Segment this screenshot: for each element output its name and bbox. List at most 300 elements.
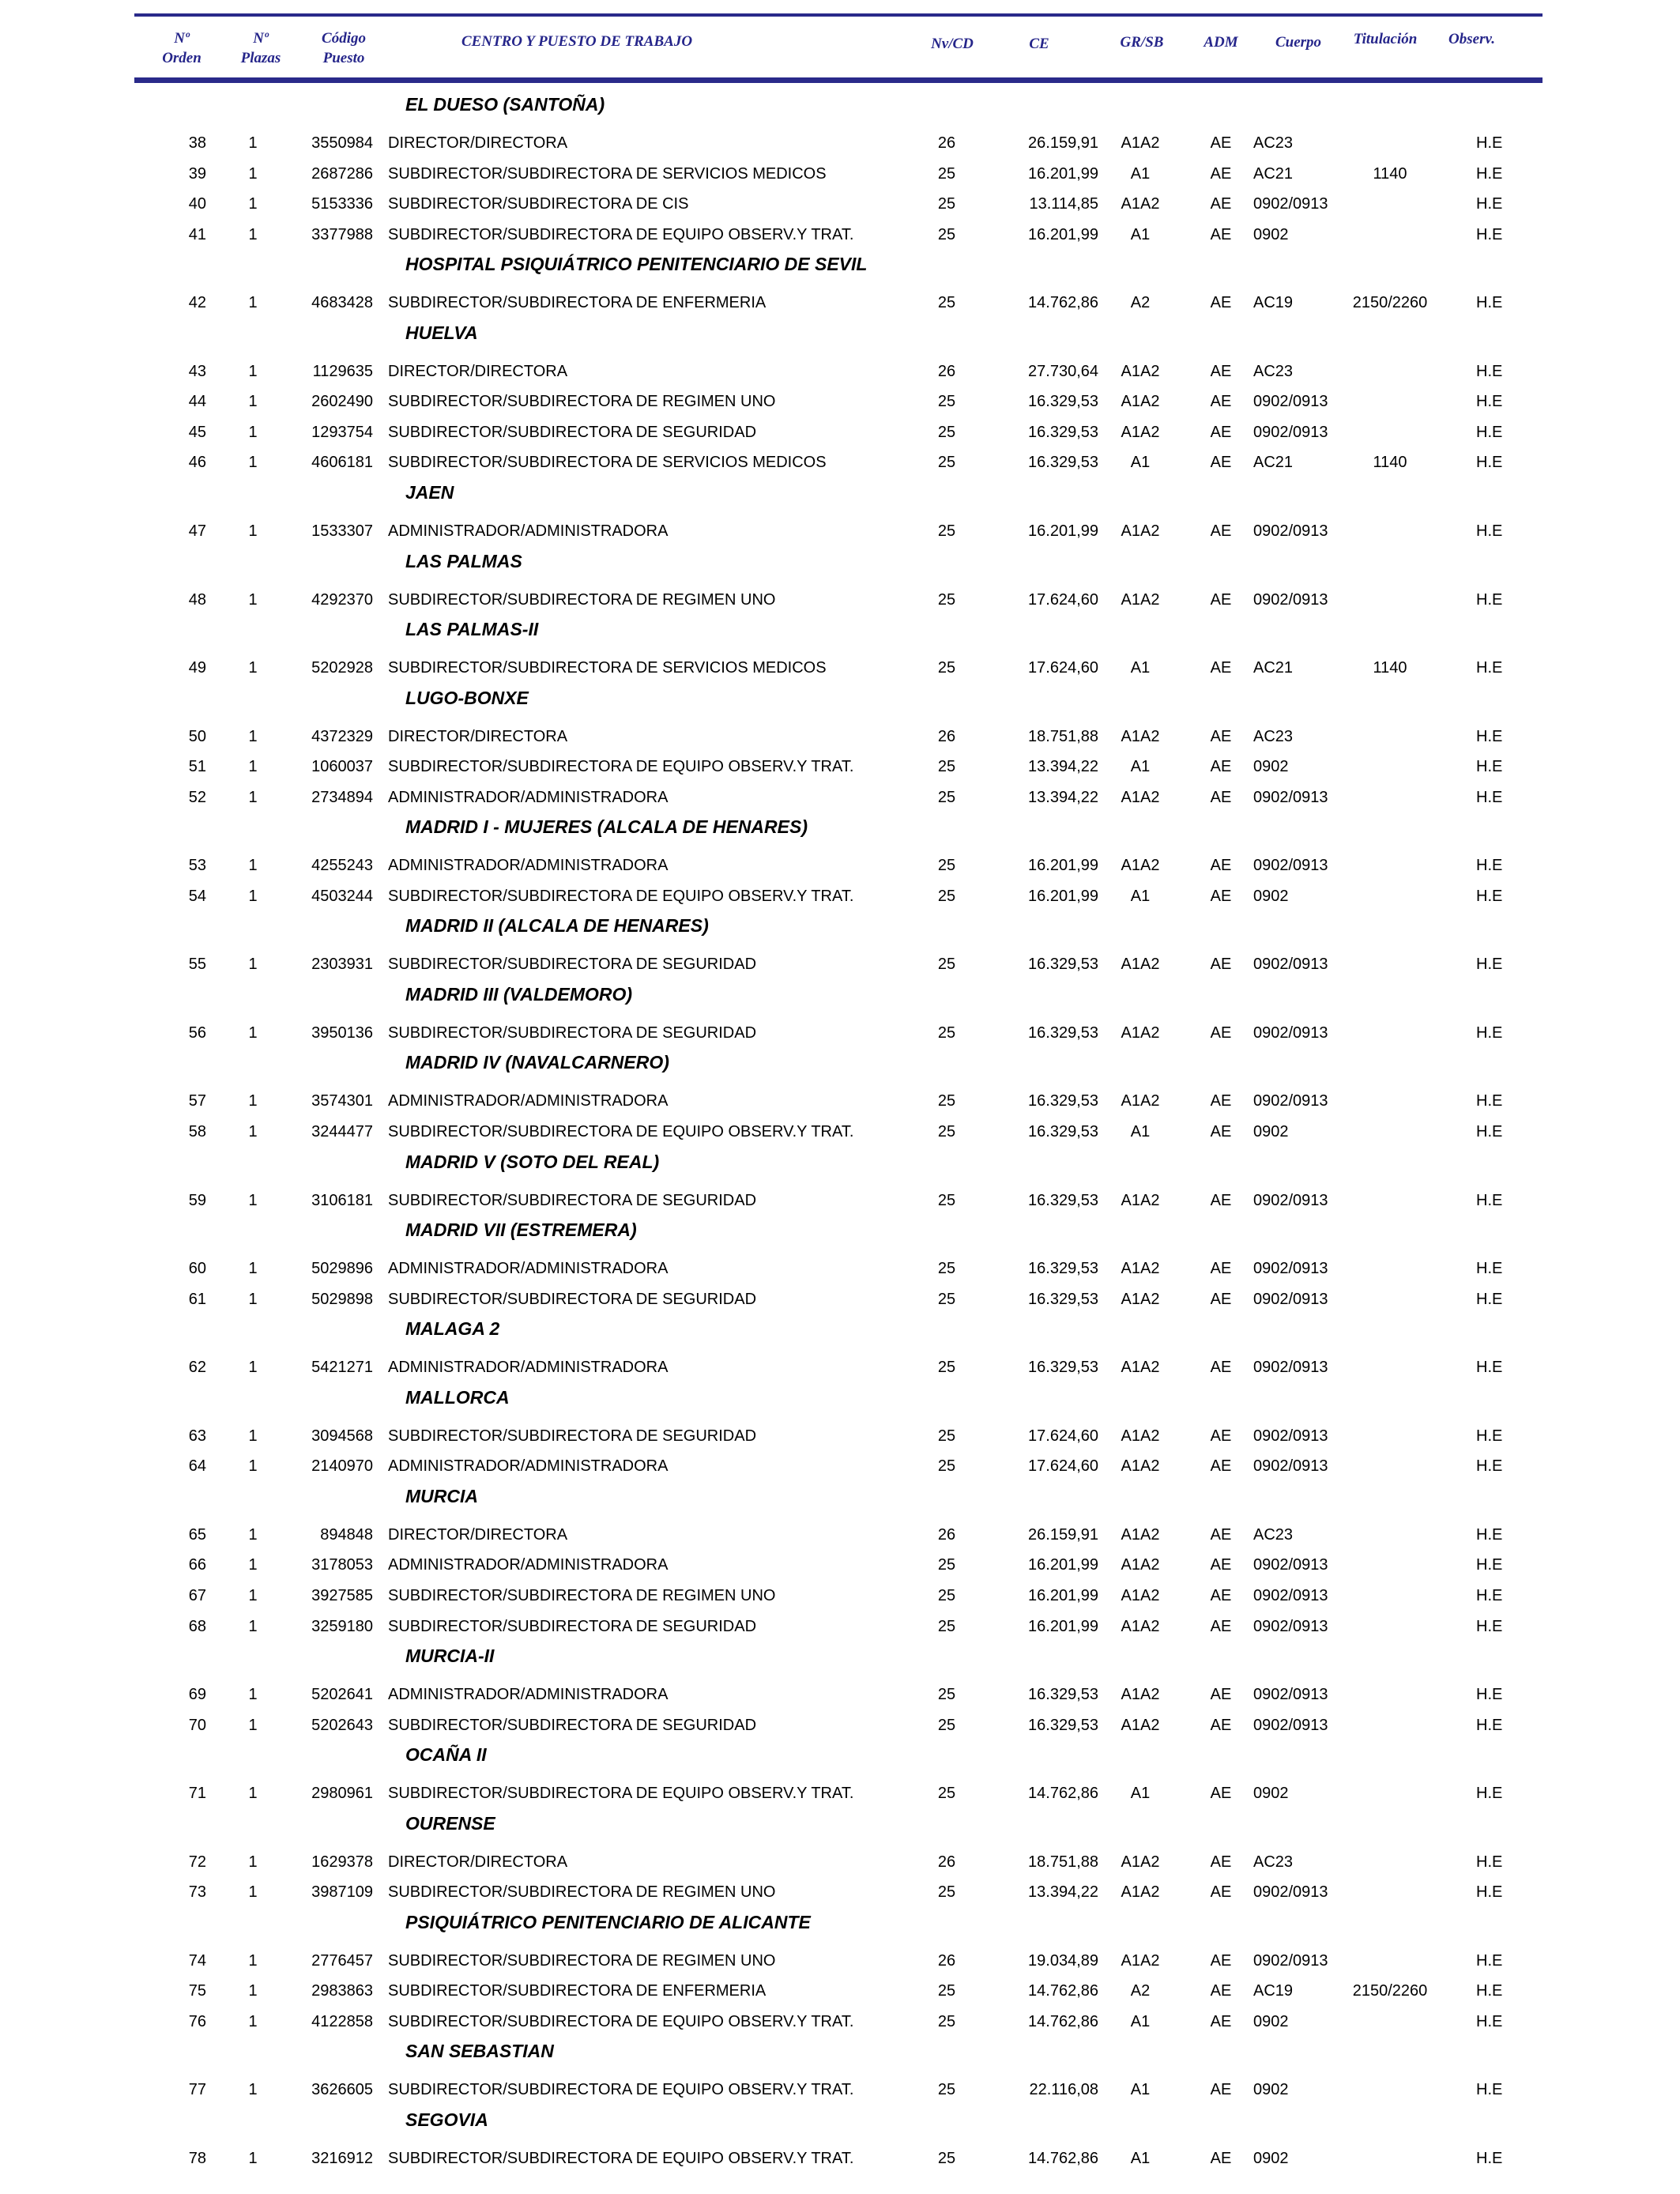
cell-nivel: 25: [937, 956, 956, 974]
cell-ce: 16.329,53: [1028, 1191, 1098, 1209]
cell-cuerpo: 0902/0913: [1253, 857, 1328, 875]
cell-grsb: A1A2: [1121, 1617, 1160, 1635]
cell-cuerpo: 0902/0913: [1253, 1092, 1328, 1110]
cell-observ: H.E: [1476, 1092, 1503, 1110]
cell-adm: AE: [1210, 1982, 1232, 2000]
cell-plazas: 1: [248, 1290, 258, 1308]
cell-grsb: A1A2: [1121, 956, 1160, 974]
cell-nivel: 25: [937, 1686, 956, 1704]
cell-cuerpo: 0902/0913: [1253, 195, 1328, 213]
cell-observ: H.E: [1476, 590, 1503, 609]
cell-nivel: 25: [937, 1617, 956, 1635]
cell-codigo: 3377988: [311, 225, 373, 243]
cell-adm: AE: [1210, 1457, 1232, 1476]
cell-plazas: 1: [248, 1716, 258, 1734]
cell-adm: AE: [1210, 1586, 1232, 1604]
cell-puesto: SUBDIRECTOR/SUBDIRECTORA DE EQUIPO OBSERV.Y TRAT.: [388, 1785, 854, 1803]
cell-titulacion: 1140: [1373, 659, 1407, 677]
cell-observ: H.E: [1476, 1525, 1503, 1544]
cell-orden: 58: [188, 1123, 206, 1140]
cell-nivel: 25: [937, 1092, 956, 1110]
cell-orden: 57: [188, 1092, 206, 1110]
cell-nivel: 25: [937, 857, 956, 875]
cell-adm: AE: [1210, 1290, 1232, 1308]
cell-plazas: 1: [248, 1785, 258, 1803]
cell-cuerpo: 0902/0913: [1253, 1260, 1328, 1278]
cell-nivel: 26: [937, 134, 956, 152]
cell-plazas: 1: [248, 522, 258, 540]
cell-puesto: SUBDIRECTOR/SUBDIRECTORA DE SEGURIDAD: [388, 1427, 757, 1445]
col-header-orden-line1: Nº: [174, 30, 190, 47]
cell-titulacion: 2150/2260: [1352, 294, 1428, 312]
cell-puesto: SUBDIRECTOR/SUBDIRECTORA DE SEGURIDAD: [388, 423, 757, 441]
cell-cuerpo: 0902/0913: [1253, 522, 1328, 540]
cell-puesto: ADMINISTRADOR/ADMINISTRADORA: [388, 1359, 669, 1377]
cell-codigo: 4292370: [311, 590, 373, 609]
cell-orden: 43: [188, 362, 206, 380]
cell-codigo: 3927585: [311, 1586, 373, 1604]
cell-grsb: A1: [1130, 758, 1151, 776]
cell-adm: AE: [1210, 195, 1232, 213]
cell-orden: 48: [188, 590, 206, 609]
cell-observ: H.E: [1476, 758, 1503, 776]
cell-cuerpo: AC23: [1253, 134, 1294, 152]
cell-observ: H.E: [1476, 1359, 1503, 1377]
cell-observ: H.E: [1476, 362, 1503, 380]
cell-orden: 62: [188, 1359, 206, 1377]
cell-adm: AE: [1210, 727, 1232, 745]
cell-plazas: 1: [248, 1951, 258, 1970]
cell-adm: AE: [1210, 423, 1232, 441]
cell-puesto: DIRECTOR/DIRECTORA: [388, 727, 568, 745]
cell-grsb: A1A2: [1121, 788, 1160, 806]
cell-titulacion: 2150/2260: [1352, 1982, 1428, 2000]
cell-ce: 16.201,99: [1028, 164, 1098, 183]
cell-nivel: 25: [937, 1982, 956, 2000]
cell-orden: 44: [188, 393, 206, 411]
cell-adm: AE: [1210, 225, 1232, 243]
cell-nivel: 25: [937, 423, 956, 441]
cell-orden: 60: [188, 1260, 206, 1278]
cell-observ: H.E: [1476, 2012, 1503, 2030]
cell-plazas: 1: [248, 1427, 258, 1445]
cell-cuerpo: 0902: [1253, 2150, 1289, 2167]
cell-orden: 53: [188, 857, 206, 875]
cell-observ: H.E: [1476, 134, 1503, 152]
cell-adm: AE: [1210, 362, 1232, 380]
cell-ce: 13.114,85: [1029, 195, 1098, 213]
cell-plazas: 1: [248, 857, 258, 875]
cell-plazas: 1: [248, 1359, 258, 1377]
cell-grsb: A1A2: [1121, 1290, 1160, 1308]
cell-observ: H.E: [1476, 1556, 1503, 1574]
cell-adm: AE: [1210, 1191, 1232, 1209]
cell-ce: 16.201,99: [1028, 1586, 1098, 1604]
col-header-ce: CE: [1029, 36, 1049, 52]
cell-grsb: A1A2: [1121, 134, 1160, 152]
cell-puesto: DIRECTOR/DIRECTORA: [388, 362, 568, 380]
cell-cuerpo: 0902/0913: [1253, 1023, 1328, 1042]
cell-plazas: 1: [248, 659, 258, 677]
cell-plazas: 1: [248, 1617, 258, 1635]
cell-orden: 65: [188, 1525, 206, 1544]
cell-grsb: A1: [1130, 659, 1151, 677]
cell-ce: 26.159,91: [1028, 1525, 1098, 1544]
cell-grsb: A1: [1130, 1123, 1151, 1140]
cell-orden: 61: [188, 1290, 206, 1308]
cell-adm: AE: [1210, 1686, 1232, 1704]
cell-observ: H.E: [1476, 393, 1503, 411]
cell-orden: 55: [188, 956, 206, 974]
cell-ce: 14.762,86: [1028, 2012, 1098, 2030]
cell-codigo: 2734894: [311, 788, 373, 806]
cell-adm: AE: [1210, 1883, 1232, 1902]
cell-nivel: 25: [937, 1457, 956, 1476]
cell-orden: 67: [188, 1586, 206, 1604]
cell-codigo: 5202928: [311, 659, 373, 677]
col-header-cuerpo: Cuerpo: [1275, 34, 1322, 51]
cell-grsb: A1: [1130, 2150, 1151, 2167]
cell-adm: AE: [1210, 164, 1232, 183]
cell-observ: H.E: [1476, 659, 1503, 677]
cell-nivel: 26: [937, 1853, 956, 1871]
cell-cuerpo: 0902/0913: [1253, 1359, 1328, 1377]
cell-adm: AE: [1210, 956, 1232, 974]
cell-puesto: SUBDIRECTOR/SUBDIRECTORA DE REGIMEN UNO: [388, 1883, 776, 1902]
cell-grsb: A1A2: [1121, 423, 1160, 441]
cell-plazas: 1: [248, 590, 258, 609]
cell-orden: 51: [188, 758, 206, 776]
col-header-codigo-line2: Puesto: [322, 50, 365, 66]
cell-cuerpo: AC21: [1253, 164, 1294, 183]
cell-ce: 16.201,99: [1028, 887, 1098, 905]
cell-orden: 78: [188, 2150, 206, 2167]
cell-adm: AE: [1210, 2012, 1232, 2030]
cell-puesto: ADMINISTRADOR/ADMINISTRADORA: [388, 1556, 669, 1574]
cell-adm: AE: [1210, 590, 1232, 609]
cell-ce: 17.624,60: [1028, 659, 1098, 677]
cell-plazas: 1: [248, 294, 258, 312]
cell-adm: AE: [1210, 2150, 1232, 2167]
cell-puesto: ADMINISTRADOR/ADMINISTRADORA: [388, 857, 669, 875]
cell-plazas: 1: [248, 393, 258, 411]
cell-ce: 13.394,22: [1028, 1883, 1098, 1902]
col-header-codigo-line1: Código: [322, 30, 366, 47]
cell-cuerpo: 0902/0913: [1253, 1427, 1328, 1445]
cell-nivel: 25: [937, 2012, 956, 2030]
cell-ce: 16.329,53: [1028, 1092, 1098, 1110]
cell-plazas: 1: [248, 423, 258, 441]
cell-nivel: 25: [937, 1586, 956, 1604]
cell-adm: AE: [1210, 1260, 1232, 1278]
cell-orden: 77: [188, 2081, 206, 2099]
cell-ce: 16.329,53: [1028, 1260, 1098, 1278]
cell-observ: H.E: [1476, 1716, 1503, 1734]
cell-plazas: 1: [248, 758, 258, 776]
section-title: MALLORCA: [405, 1386, 510, 1408]
col-header-plazas-line1: Nº: [253, 30, 269, 47]
cell-adm: AE: [1210, 1853, 1232, 1871]
cell-codigo: 4122858: [311, 2012, 373, 2030]
cell-cuerpo: 0902/0913: [1253, 1883, 1328, 1902]
cell-observ: H.E: [1476, 956, 1503, 974]
cell-puesto: SUBDIRECTOR/SUBDIRECTORA DE REGIMEN UNO: [388, 590, 776, 609]
cell-adm: AE: [1210, 1525, 1232, 1544]
cell-puesto: ADMINISTRADOR/ADMINISTRADORA: [388, 1457, 669, 1476]
cell-ce: 18.751,88: [1028, 727, 1098, 745]
section-title: MURCIA: [405, 1485, 478, 1506]
cell-orden: 49: [188, 659, 206, 677]
cell-nivel: 25: [937, 522, 956, 540]
cell-cuerpo: 0902/0913: [1253, 1686, 1328, 1704]
cell-adm: AE: [1210, 1951, 1232, 1970]
section-title: MADRID III (VALDEMORO): [405, 983, 633, 1005]
cell-codigo: 894848: [320, 1525, 373, 1544]
cell-grsb: A1A2: [1121, 195, 1160, 213]
cell-cuerpo: AC23: [1253, 1525, 1294, 1544]
cell-ce: 16.329,53: [1028, 1359, 1098, 1377]
col-header-titulacion: Titulación: [1353, 31, 1418, 47]
cell-orden: 73: [188, 1883, 206, 1902]
cell-orden: 66: [188, 1556, 206, 1574]
cell-adm: AE: [1210, 454, 1232, 472]
cell-nivel: 25: [937, 1427, 956, 1445]
cell-nivel: 25: [937, 1123, 956, 1140]
cell-codigo: 1293754: [311, 423, 373, 441]
cell-nivel: 26: [937, 1525, 956, 1544]
cell-codigo: 1533307: [311, 522, 373, 540]
cell-codigo: 1060037: [311, 758, 373, 776]
cell-codigo: 4372329: [311, 727, 373, 745]
cell-orden: 47: [188, 522, 206, 540]
cell-cuerpo: 0902/0913: [1253, 1716, 1328, 1734]
cell-nivel: 25: [937, 294, 956, 312]
cell-nivel: 25: [937, 2150, 956, 2167]
cell-cuerpo: AC19: [1253, 294, 1294, 312]
cell-grsb: A1: [1130, 164, 1151, 183]
cell-ce: 16.201,99: [1028, 225, 1098, 243]
cell-observ: H.E: [1476, 1586, 1503, 1604]
cell-nivel: 25: [937, 758, 956, 776]
cell-cuerpo: AC21: [1253, 659, 1294, 677]
cell-cuerpo: 0902/0913: [1253, 1617, 1328, 1635]
cell-puesto: SUBDIRECTOR/SUBDIRECTORA DE SERVICIOS MEDICOS: [388, 659, 827, 677]
cell-nivel: 25: [937, 225, 956, 243]
cell-codigo: 3216912: [311, 2150, 373, 2167]
cell-orden: 41: [188, 225, 206, 243]
cell-ce: 13.394,22: [1028, 788, 1098, 806]
cell-cuerpo: AC21: [1253, 454, 1294, 472]
cell-orden: 76: [188, 2012, 206, 2030]
cell-plazas: 1: [248, 1556, 258, 1574]
cell-nivel: 25: [937, 1883, 956, 1902]
section-title: OURENSE: [405, 1812, 495, 1834]
cell-cuerpo: 0902/0913: [1253, 1191, 1328, 1209]
cell-codigo: 3244477: [311, 1123, 373, 1140]
cell-cuerpo: AC23: [1253, 362, 1294, 380]
cell-cuerpo: 0902/0913: [1253, 1586, 1328, 1604]
cell-observ: H.E: [1476, 1290, 1503, 1308]
cell-ce: 14.762,86: [1028, 2150, 1098, 2167]
cell-observ: H.E: [1476, 1427, 1503, 1445]
cell-nivel: 26: [937, 727, 956, 745]
section-title: MADRID V (SOTO DEL REAL): [405, 1151, 660, 1172]
cell-ce: 16.329,53: [1028, 1686, 1098, 1704]
cell-grsb: A1A2: [1121, 1951, 1160, 1970]
cell-nivel: 25: [937, 1359, 956, 1377]
cell-nivel: 25: [937, 2081, 956, 2099]
cell-adm: AE: [1210, 1716, 1232, 1734]
cell-cuerpo: 0902/0913: [1253, 393, 1328, 411]
cell-cuerpo: 0902/0913: [1253, 1951, 1328, 1970]
cell-codigo: 5029898: [311, 1290, 373, 1308]
cell-codigo: 2776457: [311, 1951, 373, 1970]
cell-adm: AE: [1210, 857, 1232, 875]
cell-observ: H.E: [1476, 225, 1503, 243]
cell-cuerpo: AC23: [1253, 1853, 1294, 1871]
cell-titulacion: 1140: [1373, 454, 1407, 472]
cell-ce: 16.329,53: [1028, 956, 1098, 974]
cell-observ: H.E: [1476, 857, 1503, 875]
cell-plazas: 1: [248, 2081, 258, 2099]
cell-codigo: 3178053: [311, 1556, 373, 1574]
cell-codigo: 2980961: [311, 1785, 373, 1803]
cell-puesto: ADMINISTRADOR/ADMINISTRADORA: [388, 1092, 669, 1110]
cell-cuerpo: 0902/0913: [1253, 956, 1328, 974]
cell-codigo: 4255243: [311, 857, 373, 875]
cell-cuerpo: 0902/0913: [1253, 1556, 1328, 1574]
cell-observ: H.E: [1476, 1123, 1503, 1140]
cell-codigo: 3950136: [311, 1023, 373, 1042]
cell-plazas: 1: [248, 2150, 258, 2167]
cell-grsb: A1A2: [1121, 522, 1160, 540]
cell-codigo: 1629378: [311, 1853, 373, 1871]
cell-orden: 63: [188, 1427, 206, 1445]
cell-codigo: 4606181: [311, 454, 373, 472]
cell-cuerpo: 0902: [1253, 2081, 1289, 2099]
cell-puesto: SUBDIRECTOR/SUBDIRECTORA DE REGIMEN UNO: [388, 1586, 776, 1604]
section-title: MADRID VII (ESTREMERA): [405, 1220, 637, 1241]
cell-ce: 17.624,60: [1028, 1427, 1098, 1445]
cell-codigo: 5153336: [311, 195, 373, 213]
cell-grsb: A1A2: [1121, 393, 1160, 411]
cell-puesto: SUBDIRECTOR/SUBDIRECTORA DE SEGURIDAD: [388, 1716, 757, 1734]
cell-observ: H.E: [1476, 2081, 1503, 2099]
cell-observ: H.E: [1476, 1686, 1503, 1704]
cell-puesto: SUBDIRECTOR/SUBDIRECTORA DE SERVICIOS MEDICOS: [388, 164, 827, 183]
cell-codigo: 3626605: [311, 2081, 373, 2099]
cell-grsb: A1: [1130, 1785, 1151, 1803]
cell-nivel: 25: [937, 788, 956, 806]
section-title: LUGO-BONXE: [405, 687, 529, 708]
col-header-nivel: Nv/CD: [931, 36, 974, 52]
section-title: PSIQUIÁTRICO PENITENCIARIO DE ALICANTE: [405, 1911, 811, 1932]
section-title: OCAÑA II: [405, 1744, 487, 1766]
cell-observ: H.E: [1476, 1951, 1503, 1970]
cell-adm: AE: [1210, 1023, 1232, 1042]
cell-ce: 27.730,64: [1028, 362, 1098, 380]
cell-orden: 38: [188, 134, 206, 152]
cell-codigo: 5421271: [311, 1359, 373, 1377]
cell-plazas: 1: [248, 1586, 258, 1604]
cell-nivel: 25: [937, 1260, 956, 1278]
cell-nivel: 25: [937, 1785, 956, 1803]
section-title: HUELVA: [405, 322, 478, 343]
cell-puesto: SUBDIRECTOR/SUBDIRECTORA DE EQUIPO OBSERV.Y TRAT.: [388, 1123, 854, 1140]
cell-ce: 26.159,91: [1028, 134, 1098, 152]
cell-ce: 14.762,86: [1028, 294, 1098, 312]
cell-plazas: 1: [248, 1883, 258, 1902]
col-header-observ: Observ.: [1448, 31, 1495, 47]
cell-plazas: 1: [248, 956, 258, 974]
section-title: JAEN: [405, 481, 454, 503]
cell-orden: 39: [188, 164, 206, 183]
cell-codigo: 2983863: [311, 1982, 373, 2000]
cell-puesto: DIRECTOR/DIRECTORA: [388, 1525, 568, 1544]
cell-plazas: 1: [248, 454, 258, 472]
cell-grsb: A1A2: [1121, 857, 1160, 875]
section-title: MURCIA-II: [405, 1646, 495, 1667]
cell-puesto: ADMINISTRADOR/ADMINISTRADORA: [388, 788, 669, 806]
cell-ce: 16.329,53: [1028, 393, 1098, 411]
cell-observ: H.E: [1476, 1617, 1503, 1635]
col-header-centro: CENTRO Y PUESTO DE TRABAJO: [461, 33, 693, 50]
section-title: LAS PALMAS-II: [405, 619, 539, 640]
cell-observ: H.E: [1476, 788, 1503, 806]
cell-cuerpo: 0902/0913: [1253, 423, 1328, 441]
cell-cuerpo: AC23: [1253, 727, 1294, 745]
cell-codigo: 1129635: [312, 362, 373, 380]
cell-nivel: 25: [937, 590, 956, 609]
cell-titulacion: 1140: [1373, 164, 1407, 183]
cell-orden: 56: [188, 1023, 206, 1042]
cell-ce: 17.624,60: [1028, 1457, 1098, 1476]
cell-ce: 22.116,08: [1029, 2081, 1098, 2099]
cell-grsb: A1A2: [1121, 1191, 1160, 1209]
cell-grsb: A1A2: [1121, 1092, 1160, 1110]
cell-grsb: A1A2: [1121, 1716, 1160, 1734]
cell-ce: 16.329,53: [1028, 423, 1098, 441]
cell-plazas: 1: [248, 225, 258, 243]
cell-codigo: 3550984: [311, 134, 373, 152]
cell-grsb: A1: [1130, 2081, 1151, 2099]
cell-ce: 14.762,86: [1028, 1982, 1098, 2000]
cell-puesto: SUBDIRECTOR/SUBDIRECTORA DE REGIMEN UNO: [388, 393, 776, 411]
cell-cuerpo: 0902: [1253, 225, 1289, 243]
cell-orden: 42: [188, 294, 206, 312]
cell-grsb: A1: [1130, 225, 1151, 243]
cell-adm: AE: [1210, 1359, 1232, 1377]
cell-nivel: 25: [937, 454, 956, 472]
cell-grsb: A1: [1130, 887, 1151, 905]
cell-grsb: A1A2: [1121, 1457, 1160, 1476]
cell-grsb: A1A2: [1121, 362, 1160, 380]
cell-codigo: 3574301: [311, 1092, 373, 1110]
cell-observ: H.E: [1476, 423, 1503, 441]
cell-plazas: 1: [248, 164, 258, 183]
cell-nivel: 25: [937, 164, 956, 183]
section-title: MADRID II (ALCALA DE HENARES): [405, 915, 709, 937]
cell-orden: 46: [188, 454, 206, 472]
cell-puesto: SUBDIRECTOR/SUBDIRECTORA DE ENFERMERIA: [388, 1982, 767, 2000]
cell-puesto: ADMINISTRADOR/ADMINISTRADORA: [388, 1686, 669, 1704]
cell-cuerpo: 0902/0913: [1253, 590, 1328, 609]
cell-observ: H.E: [1476, 1785, 1503, 1803]
section-title: LAS PALMAS: [405, 550, 522, 571]
cell-orden: 40: [188, 195, 206, 213]
cell-adm: AE: [1210, 659, 1232, 677]
cell-adm: AE: [1210, 393, 1232, 411]
